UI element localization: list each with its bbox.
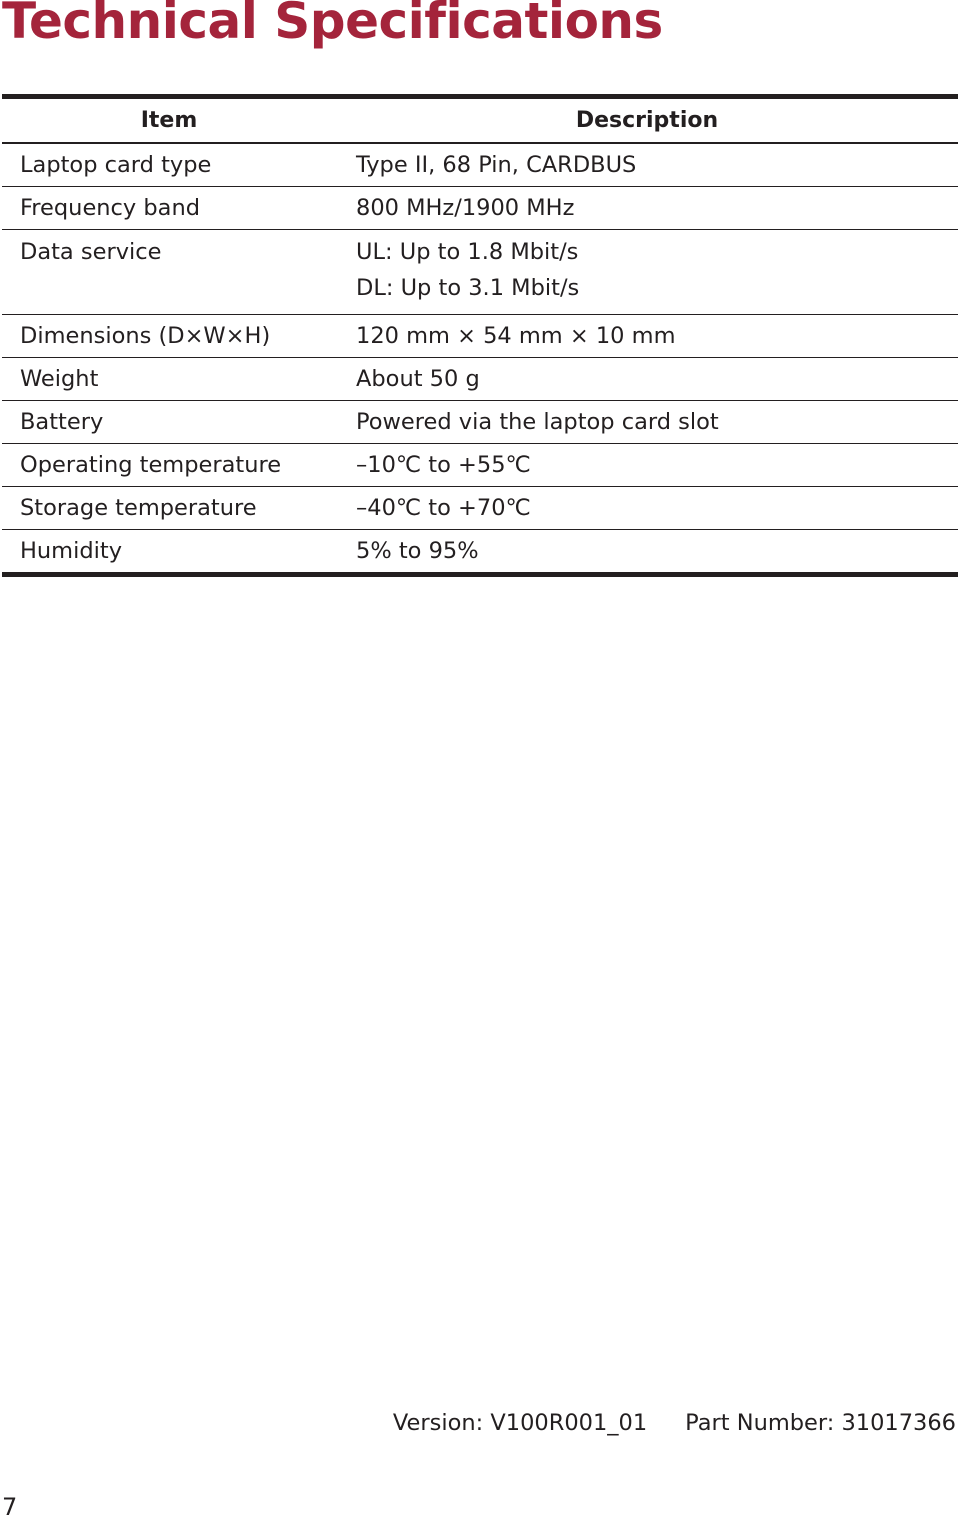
item-cell: Laptop card type	[2, 143, 336, 187]
table-row	[2, 230, 958, 315]
table-row	[2, 315, 958, 358]
part-number-label: Part Number: 31017366	[685, 1410, 956, 1436]
specifications-table	[2, 94, 958, 577]
item-cell: Dimensions (D×W×H)	[2, 315, 336, 358]
item-cell: Weight	[2, 358, 336, 401]
version-label: Version: V100R001_01	[392, 1410, 648, 1436]
item-cell: Humidity	[2, 530, 336, 575]
item-cell: Storage temperature	[2, 487, 336, 530]
description-cell: 120 mm × 54 mm × 10 mm	[336, 315, 958, 358]
description-cell: 5% to 95%	[336, 530, 958, 575]
description-line: UL: Up to 1.8 Mbit/s	[356, 239, 579, 265]
item-text: Data service	[20, 239, 162, 265]
description-cell: 800 MHz/1900 MHz	[336, 187, 958, 230]
table-row	[2, 401, 958, 444]
page-number: 7	[2, 1493, 18, 1521]
description-cell: –40℃ to +70℃	[336, 487, 958, 530]
table-row	[2, 444, 958, 487]
description-line: DL: Up to 3.1 Mbit/s	[356, 275, 580, 301]
table-row	[2, 143, 958, 187]
table-row	[2, 358, 958, 401]
item-cell	[2, 230, 336, 315]
column-header-description: Description	[336, 97, 958, 144]
page-title: Technical Specifications	[2, 0, 663, 50]
description-cell: –10℃ to +55℃	[336, 444, 958, 487]
table-header-row	[2, 97, 958, 144]
description-cell: Type II, 68 Pin, CARDBUS	[336, 143, 958, 187]
table-row	[2, 530, 958, 575]
description-cell: About 50 g	[336, 358, 958, 401]
document-footer	[393, 1410, 956, 1436]
item-cell: Battery	[2, 401, 336, 444]
item-cell: Frequency band	[2, 187, 336, 230]
column-header-item: Item	[2, 97, 336, 144]
table-row	[2, 487, 958, 530]
table-row	[2, 187, 958, 230]
description-cell: Powered via the laptop card slot	[336, 401, 958, 444]
description-cell	[336, 230, 958, 315]
item-cell: Operating temperature	[2, 444, 336, 487]
